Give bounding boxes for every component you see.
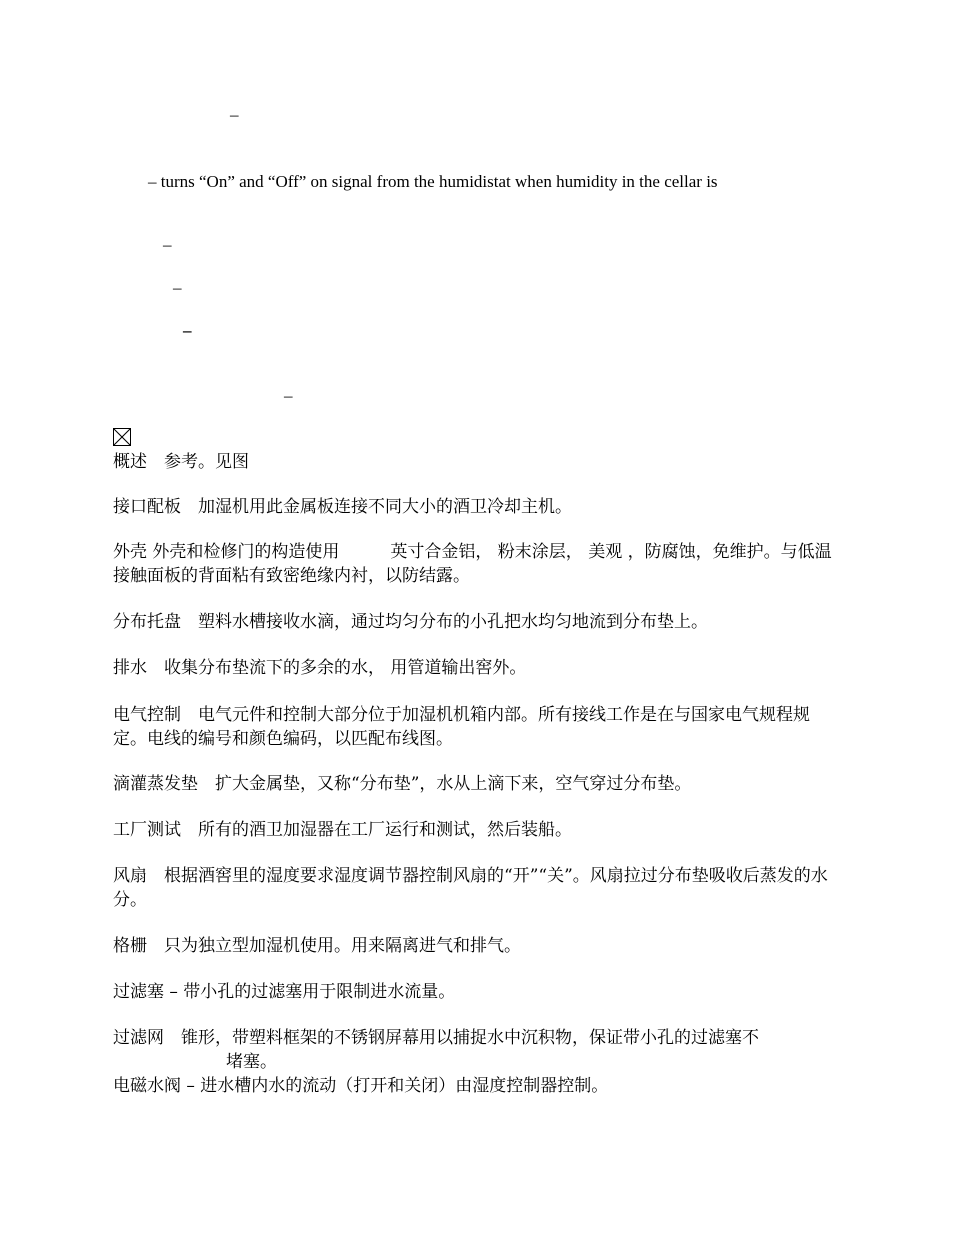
humidistat-line: – turns “On” and “Off” on signal from the humidistat when humidity in the cellar is <box>148 172 718 191</box>
filter-screen-paragraph: 过滤网 锥形，带塑料框架的不锈钢屏幕用以捕捉水中沉积物，保证带小孔的过滤塞不 <box>113 1028 759 1048</box>
solenoid-valve-paragraph: 电磁水阀 – 进水槽内水的流动（打开和关闭）由湿度控制器控制。 <box>113 1076 609 1096</box>
overview-paragraph: 概述 参考。见图 <box>113 452 249 472</box>
distribution-tray-paragraph: 分布托盘 塑料水槽接收水滴，通过均匀分布的小孔把水均匀地流到分布垫上。 <box>113 612 708 632</box>
dash-fragment: – <box>284 386 293 405</box>
fan-paragraph: 风扇 根据酒窖里的湿度要求湿度调节器控制风扇的“开”“关”。风扇拉过分布垫吸收后蒸发的水分。 <box>113 866 828 910</box>
dash-fragment: – <box>183 321 192 340</box>
dash-fragment: – <box>163 235 172 254</box>
filter-screen-continuation: 堵塞。 <box>226 1052 277 1072</box>
grille-paragraph: 格栅 只为独立型加湿机使用。用来隔离进气和排气。 <box>113 936 521 956</box>
interface-plate-paragraph: 接口配板 加湿机用此金属板连接不同大小的酒卫冷却主机。 <box>113 497 572 517</box>
factory-test-paragraph: 工厂测试 所有的酒卫加湿器在工厂运行和测试，然后装船。 <box>113 820 572 840</box>
broken-image-icon <box>113 428 131 446</box>
dash-fragment: – <box>230 105 239 124</box>
dash-fragment: – <box>173 278 182 297</box>
housing-paragraph: 外壳 外壳和检修门的构造使用 英寸合金铝， 粉末涂层， 美观 ，防腐蚀，免维护。与低温接触面板的背面粘有致密绝缘内衬，以防结露。 <box>113 542 832 586</box>
drain-paragraph: 排水 收集分布垫流下的多余的水， 用管道输出窖外。 <box>113 658 527 678</box>
electrical-control-paragraph: 电气控制 电气元件和控制大部分位于加湿机机箱内部。所有接线工作是在与国家电气规程规定。电线的编号和颜色编码，以匹配布线图。 <box>113 705 810 749</box>
filter-plug-paragraph: 过滤塞 – 带小孔的过滤塞用于限制进水流量。 <box>113 982 456 1002</box>
evaporator-pad-paragraph: 滴灌蒸发垫 扩大金属垫，又称“分布垫”，水从上滴下来，空气穿过分布垫。 <box>113 774 692 794</box>
